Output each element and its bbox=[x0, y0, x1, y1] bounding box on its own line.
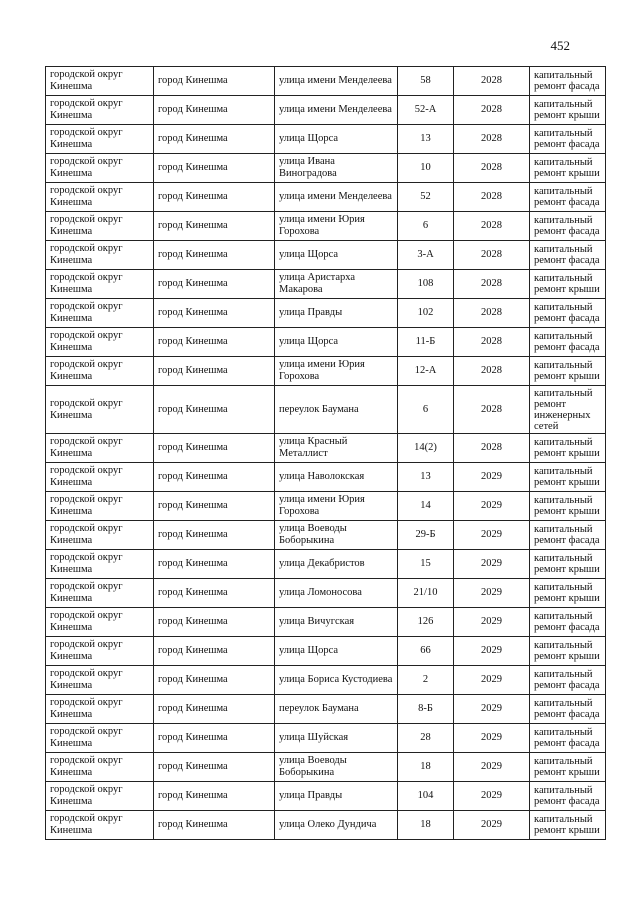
street-cell: улица Бориса Кустодиева bbox=[275, 666, 398, 695]
year-cell: 2029 bbox=[454, 695, 530, 724]
locality-cell: город Кинешма bbox=[154, 270, 275, 299]
house-number-cell: 58 bbox=[398, 67, 454, 96]
work-type-cell: капитальный ремонт фасада bbox=[530, 67, 606, 96]
district-cell: городской округ Кинешма bbox=[46, 357, 154, 386]
year-cell: 2029 bbox=[454, 492, 530, 521]
year-cell: 2029 bbox=[454, 608, 530, 637]
district-cell: городской округ Кинешма bbox=[46, 637, 154, 666]
work-type-cell: капитальный ремонт крыши bbox=[530, 357, 606, 386]
work-type-cell: капитальный ремонт фасада bbox=[530, 328, 606, 357]
district-cell: городской округ Кинешма bbox=[46, 212, 154, 241]
street-cell: улица Шуйская bbox=[275, 724, 398, 753]
locality-cell: город Кинешма bbox=[154, 608, 275, 637]
locality-cell: город Кинешма bbox=[154, 386, 275, 434]
street-cell: улица имени Менделеева bbox=[275, 96, 398, 125]
district-cell: городской округ Кинешма bbox=[46, 492, 154, 521]
street-cell: улица Щорса bbox=[275, 328, 398, 357]
work-type-cell: капитальный ремонт крыши bbox=[530, 550, 606, 579]
locality-cell: город Кинешма bbox=[154, 492, 275, 521]
year-cell: 2028 bbox=[454, 328, 530, 357]
locality-cell: город Кинешма bbox=[154, 241, 275, 270]
table-row bbox=[46, 212, 606, 241]
house-number-cell: 29-Б bbox=[398, 521, 454, 550]
year-cell: 2029 bbox=[454, 724, 530, 753]
table-body bbox=[46, 67, 606, 840]
district-cell: городской округ Кинешма bbox=[46, 270, 154, 299]
district-cell: городской округ Кинешма bbox=[46, 463, 154, 492]
table-row bbox=[46, 637, 606, 666]
street-cell: переулок Баумана bbox=[275, 386, 398, 434]
street-cell: улица Правды bbox=[275, 299, 398, 328]
table-row bbox=[46, 724, 606, 753]
table-row bbox=[46, 183, 606, 212]
table-row bbox=[46, 695, 606, 724]
year-cell: 2029 bbox=[454, 811, 530, 840]
house-number-cell: 52 bbox=[398, 183, 454, 212]
table-row bbox=[46, 753, 606, 782]
work-type-cell: капитальный ремонт фасада bbox=[530, 521, 606, 550]
locality-cell: город Кинешма bbox=[154, 299, 275, 328]
street-cell: улица имени Юрия Горохова bbox=[275, 357, 398, 386]
work-type-cell: капитальный ремонт крыши bbox=[530, 579, 606, 608]
work-type-cell: капитальный ремонт крыши bbox=[530, 753, 606, 782]
street-cell: улица Щорса bbox=[275, 241, 398, 270]
district-cell: городской округ Кинешма bbox=[46, 521, 154, 550]
house-number-cell: 28 bbox=[398, 724, 454, 753]
district-cell: городской округ Кинешма bbox=[46, 67, 154, 96]
work-type-cell: капитальный ремонт фасада bbox=[530, 241, 606, 270]
table-row bbox=[46, 811, 606, 840]
district-cell: городской округ Кинешма bbox=[46, 96, 154, 125]
house-number-cell: 2 bbox=[398, 666, 454, 695]
locality-cell: город Кинешма bbox=[154, 666, 275, 695]
table-row bbox=[46, 434, 606, 463]
locality-cell: город Кинешма bbox=[154, 521, 275, 550]
locality-cell: город Кинешма bbox=[154, 724, 275, 753]
street-cell: улица Правды bbox=[275, 782, 398, 811]
street-cell: улица Аристарха Макарова bbox=[275, 270, 398, 299]
year-cell: 2029 bbox=[454, 550, 530, 579]
year-cell: 2028 bbox=[454, 67, 530, 96]
house-number-cell: 18 bbox=[398, 753, 454, 782]
house-number-cell: 10 bbox=[398, 154, 454, 183]
locality-cell: город Кинешма bbox=[154, 183, 275, 212]
locality-cell: город Кинешма bbox=[154, 753, 275, 782]
locality-cell: город Кинешма bbox=[154, 811, 275, 840]
buildings-table bbox=[45, 66, 606, 840]
street-cell: улица Щорса bbox=[275, 125, 398, 154]
street-cell: улица Щорса bbox=[275, 637, 398, 666]
page-number: 452 bbox=[550, 38, 570, 53]
district-cell: городской округ Кинешма bbox=[46, 550, 154, 579]
house-number-cell: 15 bbox=[398, 550, 454, 579]
house-number-cell: 6 bbox=[398, 212, 454, 241]
street-cell: улица Декабристов bbox=[275, 550, 398, 579]
house-number-cell: 6 bbox=[398, 386, 454, 434]
year-cell: 2029 bbox=[454, 463, 530, 492]
house-number-cell: 21/10 bbox=[398, 579, 454, 608]
table-row bbox=[46, 608, 606, 637]
work-type-cell: капитальный ремонт фасада bbox=[530, 299, 606, 328]
district-cell: городской округ Кинешма bbox=[46, 328, 154, 357]
street-cell: улица Наволокская bbox=[275, 463, 398, 492]
district-cell: городской округ Кинешма bbox=[46, 579, 154, 608]
table-row bbox=[46, 154, 606, 183]
year-cell: 2029 bbox=[454, 782, 530, 811]
work-type-cell: капитальный ремонт фасада bbox=[530, 695, 606, 724]
year-cell: 2029 bbox=[454, 579, 530, 608]
work-type-cell: капитальный ремонт инженерных сетей bbox=[530, 386, 606, 434]
table-row bbox=[46, 550, 606, 579]
table-row bbox=[46, 386, 606, 434]
house-number-cell: 8-Б bbox=[398, 695, 454, 724]
table-row bbox=[46, 67, 606, 96]
street-cell: улица Олеко Дундича bbox=[275, 811, 398, 840]
locality-cell: город Кинешма bbox=[154, 782, 275, 811]
house-number-cell: 12-А bbox=[398, 357, 454, 386]
house-number-cell: 13 bbox=[398, 125, 454, 154]
work-type-cell: капитальный ремонт фасада bbox=[530, 212, 606, 241]
street-cell: улица Ивана Виноградова bbox=[275, 154, 398, 183]
locality-cell: город Кинешма bbox=[154, 434, 275, 463]
locality-cell: город Кинешма bbox=[154, 212, 275, 241]
locality-cell: город Кинешма bbox=[154, 328, 275, 357]
street-cell: улица Красный Металлист bbox=[275, 434, 398, 463]
year-cell: 2028 bbox=[454, 386, 530, 434]
year-cell: 2028 bbox=[454, 96, 530, 125]
work-type-cell: капитальный ремонт фасада bbox=[530, 724, 606, 753]
year-cell: 2028 bbox=[454, 434, 530, 463]
work-type-cell: капитальный ремонт крыши bbox=[530, 270, 606, 299]
house-number-cell: 11-Б bbox=[398, 328, 454, 357]
street-cell: улица Ломоносова bbox=[275, 579, 398, 608]
street-cell: улица Вичугская bbox=[275, 608, 398, 637]
work-type-cell: капитальный ремонт крыши bbox=[530, 811, 606, 840]
year-cell: 2028 bbox=[454, 357, 530, 386]
year-cell: 2028 bbox=[454, 183, 530, 212]
house-number-cell: 14 bbox=[398, 492, 454, 521]
year-cell: 2028 bbox=[454, 241, 530, 270]
house-number-cell: 52-А bbox=[398, 96, 454, 125]
table-row bbox=[46, 357, 606, 386]
house-number-cell: 102 bbox=[398, 299, 454, 328]
district-cell: городской округ Кинешма bbox=[46, 753, 154, 782]
table-row bbox=[46, 666, 606, 695]
locality-cell: город Кинешма bbox=[154, 550, 275, 579]
table-row bbox=[46, 463, 606, 492]
table-row bbox=[46, 782, 606, 811]
district-cell: городской округ Кинешма bbox=[46, 183, 154, 212]
table-row bbox=[46, 328, 606, 357]
year-cell: 2029 bbox=[454, 666, 530, 695]
table-row bbox=[46, 125, 606, 154]
table-row bbox=[46, 299, 606, 328]
work-type-cell: капитальный ремонт крыши bbox=[530, 96, 606, 125]
house-number-cell: 108 bbox=[398, 270, 454, 299]
street-cell: переулок Баумана bbox=[275, 695, 398, 724]
district-cell: городской округ Кинешма bbox=[46, 666, 154, 695]
table-row bbox=[46, 492, 606, 521]
locality-cell: город Кинешма bbox=[154, 96, 275, 125]
house-number-cell: 104 bbox=[398, 782, 454, 811]
work-type-cell: капитальный ремонт крыши bbox=[530, 637, 606, 666]
work-type-cell: капитальный ремонт крыши bbox=[530, 492, 606, 521]
locality-cell: город Кинешма bbox=[154, 125, 275, 154]
district-cell: городской округ Кинешма bbox=[46, 434, 154, 463]
locality-cell: город Кинешма bbox=[154, 579, 275, 608]
district-cell: городской округ Кинешма bbox=[46, 386, 154, 434]
work-type-cell: капитальный ремонт фасада bbox=[530, 183, 606, 212]
district-cell: городской округ Кинешма bbox=[46, 695, 154, 724]
street-cell: улица имени Менделеева bbox=[275, 183, 398, 212]
street-cell: улица имени Юрия Горохова bbox=[275, 212, 398, 241]
street-cell: улица имени Менделеева bbox=[275, 67, 398, 96]
work-type-cell: капитальный ремонт крыши bbox=[530, 154, 606, 183]
table-row bbox=[46, 96, 606, 125]
street-cell: улица имени Юрия Горохова bbox=[275, 492, 398, 521]
year-cell: 2028 bbox=[454, 299, 530, 328]
table-row bbox=[46, 270, 606, 299]
house-number-cell: 18 bbox=[398, 811, 454, 840]
district-cell: городской округ Кинешма bbox=[46, 125, 154, 154]
district-cell: городской округ Кинешма bbox=[46, 724, 154, 753]
street-cell: улица Воеводы Боборыкина bbox=[275, 521, 398, 550]
house-number-cell: 14(2) bbox=[398, 434, 454, 463]
year-cell: 2028 bbox=[454, 125, 530, 154]
table-row bbox=[46, 241, 606, 270]
house-number-cell: 66 bbox=[398, 637, 454, 666]
table-row bbox=[46, 579, 606, 608]
locality-cell: город Кинешма bbox=[154, 357, 275, 386]
district-cell: городской округ Кинешма bbox=[46, 811, 154, 840]
locality-cell: город Кинешма bbox=[154, 463, 275, 492]
street-cell: улица Воеводы Боборыкина bbox=[275, 753, 398, 782]
work-type-cell: капитальный ремонт крыши bbox=[530, 434, 606, 463]
district-cell: городской округ Кинешма bbox=[46, 154, 154, 183]
work-type-cell: капитальный ремонт фасада bbox=[530, 608, 606, 637]
locality-cell: город Кинешма bbox=[154, 695, 275, 724]
table-row bbox=[46, 521, 606, 550]
house-number-cell: 126 bbox=[398, 608, 454, 637]
work-type-cell: капитальный ремонт крыши bbox=[530, 463, 606, 492]
year-cell: 2029 bbox=[454, 637, 530, 666]
district-cell: городской округ Кинешма bbox=[46, 782, 154, 811]
district-cell: городской округ Кинешма bbox=[46, 299, 154, 328]
locality-cell: город Кинешма bbox=[154, 637, 275, 666]
year-cell: 2028 bbox=[454, 270, 530, 299]
locality-cell: город Кинешма bbox=[154, 67, 275, 96]
house-number-cell: 13 bbox=[398, 463, 454, 492]
district-cell: городской округ Кинешма bbox=[46, 608, 154, 637]
locality-cell: город Кинешма bbox=[154, 154, 275, 183]
year-cell: 2028 bbox=[454, 154, 530, 183]
work-type-cell: капитальный ремонт фасада bbox=[530, 782, 606, 811]
year-cell: 2028 bbox=[454, 212, 530, 241]
year-cell: 2029 bbox=[454, 753, 530, 782]
year-cell: 2029 bbox=[454, 521, 530, 550]
work-type-cell: капитальный ремонт фасада bbox=[530, 125, 606, 154]
district-cell: городской округ Кинешма bbox=[46, 241, 154, 270]
house-number-cell: 3-А bbox=[398, 241, 454, 270]
work-type-cell: капитальный ремонт фасада bbox=[530, 666, 606, 695]
